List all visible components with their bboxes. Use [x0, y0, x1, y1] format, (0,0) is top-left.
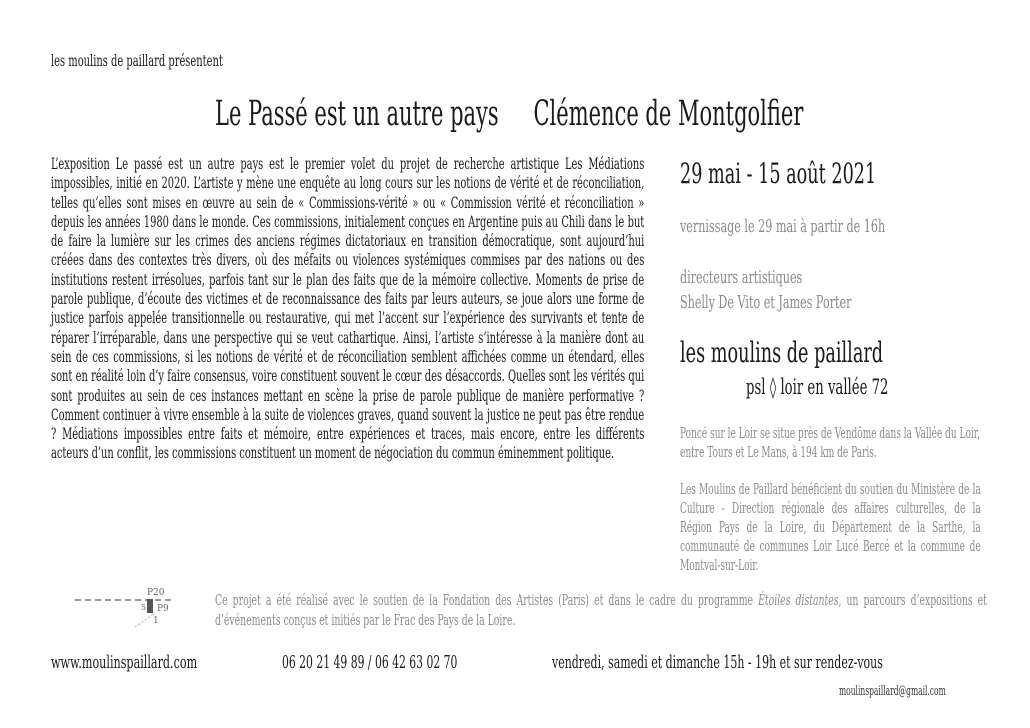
directors-label: directeurs artistiques — [680, 267, 803, 288]
support-info: Les Moulins de Paillard bénéficient du soutien du Ministère de la Culture - Direction régionale des affaires culturelles, de la Région Pays de la Loire, du Département de la Sarthe, la communauté de communes Loir Lucé Bercé et la commune de Montval-sur-Loir. — [680, 482, 981, 574]
svg-text:P9: P9 — [157, 604, 169, 614]
svg-text:1: 1 — [153, 616, 159, 626]
credits-text: Ce projet a été réalisé avec le soutien de la Fondation des Artistes (Paris) et dans le cadre du programme — [215, 591, 759, 609]
vernissage-info: vernissage le 29 mai à partir de 16h — [680, 216, 886, 237]
artistic-directors — [680, 265, 851, 315]
svg-text:5: 5 — [141, 603, 147, 612]
svg-text:P20: P20 — [147, 588, 165, 598]
venue-name: les moulins de paillard — [680, 336, 884, 369]
presenter-line: les moulins de paillard présentent — [51, 51, 223, 70]
etoiles-distantes-logo-icon — [75, 585, 195, 635]
project-credits — [215, 590, 987, 630]
location-info: Poncé sur le Loir se situe près de Vendôme dans la Vallée du Loir, entre Tours et Le Mans, à 194 km de Paris. — [680, 426, 980, 461]
opening-hours: vendredi, samedi et dimanche 15h - 19h et sur rendez-vous — [552, 652, 883, 673]
exhibition-description: L’exposition Le passé est un autre pays est le premier volet du projet de recherche artistique Les Médiations impossibles, initié en 2020. L’artiste y mène une enquête au long cours sur les notions de vérité et de réconciliation, telles qu’elles sont mises en œuvre au sein de « Commissions-vérité » ou « Commission vérité et réconciliation » depuis les années 1980 dans le monde. Ces commissions, initialement conçues en Argentine puis au Chili dans le but de faire la lumière sur les crimes des anciens régimes dictatoriaux en transition démocratique, sont aujourd’hui créées dans des contextes très divers, où des méfaits ou violences systémiques commises par des nations ou des institutions restent irrésolues, parfois tant sur le plan des faits que de la mémoire collective. Moments de prise de parole publique, d’écoute des victimes et de reconnaissance des faits par leurs auteurs, se joue alors une forme de justice parfois appelée transitionnelle ou restaurative, qui met l’accent sur l’expérience des survivants et tente de réparer l’irréparable, dans une perspective qui se veut cathartique. Ainsi, l’artiste s’intéresse à la manière dont au sein de ces commissions, si les notions de vérité et de réconciliation semblent affichées comme un étendard, elles sont en réalité loin d’y faire consensus, voire constituent souvent le cœur des désaccords. Quelles sont les vérités qui sont produites au sein de ces instances mettant en scène la prise de parole publique de manière performative ? Comment continuer à vivre ensemble à la suite de violences graves, quand souvent la justice ne peut pas être rendue ? Médiations impossibles entre faits et mémoire, entre expériences et traces, mais encore, entre les différents acteurs d’un conflit, les commissions constituent un moment de négociation du commun éminemment politique. — [51, 154, 645, 463]
title-row — [215, 94, 803, 134]
email-link[interactable]: moulinspaillard@gmail.com — [839, 684, 946, 699]
exhibition-dates: 29 mai - 15 août 2021 — [680, 157, 877, 190]
phone-numbers: 06 20 21 49 89 / 06 42 63 02 70 — [282, 652, 458, 673]
program-name: Étoiles distantes — [758, 591, 839, 609]
artist-name: Clémence de Montgolfier — [533, 94, 804, 134]
exhibition-title: Le Passé est un autre pays — [215, 94, 499, 134]
website-link[interactable]: www.moulinspaillard.com — [51, 652, 198, 673]
directors-names: Shelly De Vito et James Porter — [680, 292, 852, 313]
credits-text-end: , un parcours d’expositions et d’événements conçus et initiés par le Frac des Pays de la Loire. — [215, 591, 987, 629]
venue-subtitle: psl ◊ loir en vallée 72 — [746, 375, 889, 399]
